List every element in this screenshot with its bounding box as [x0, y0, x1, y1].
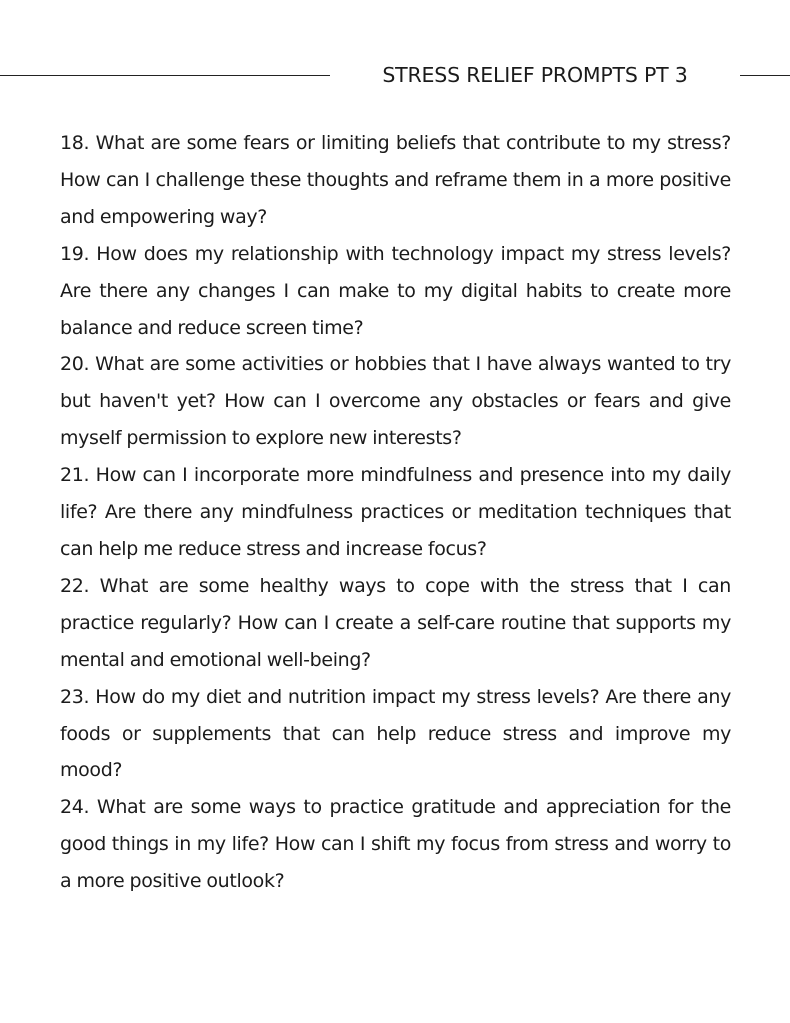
prompt-19: 19. How does my relationship with technology impact my stress levels? Are there any changes I can make to my digital habits to create more balance and reduce screen time? — [60, 242, 731, 339]
header-rule-left — [0, 75, 330, 76]
prompt-22: 22. What are some healthy ways to cope with the stress that I can practice regularly? How can I create a self-care routine that supports my mental and emotional well-being? — [60, 574, 731, 671]
prompt-24: 24. What are some ways to practice gratitude and appreciation for the good things in my life? How can I shift my focus from stress and worry to a more positive outlook? — [60, 796, 731, 893]
header-rule-right — [740, 75, 790, 76]
prompt-23: 23. How do my diet and nutrition impact my stress levels? Are there any foods or supplements that can help reduce stress and improve my mood? — [60, 685, 731, 782]
prompt-18: 18. What are some fears or limiting beliefs that contribute to my stress? How can I challenge these thoughts and reframe them in a more positive and empowering way? — [60, 132, 731, 228]
prompt-21: 21. How can I incorporate more mindfulness and presence into my daily life? Are there any mindfulness practices or meditation techniques that can help me reduce stress and increase focus? — [60, 464, 731, 560]
prompt-20: 20. What are some activities or hobbies that I have always wanted to try but haven't yet? How can I overcome any obstacles or fears and give myself permission to explore new interests? — [60, 353, 731, 450]
page-title: STRESS RELIEF PROMPTS PT 3 — [382, 63, 688, 87]
prompt-list — [60, 125, 731, 900]
